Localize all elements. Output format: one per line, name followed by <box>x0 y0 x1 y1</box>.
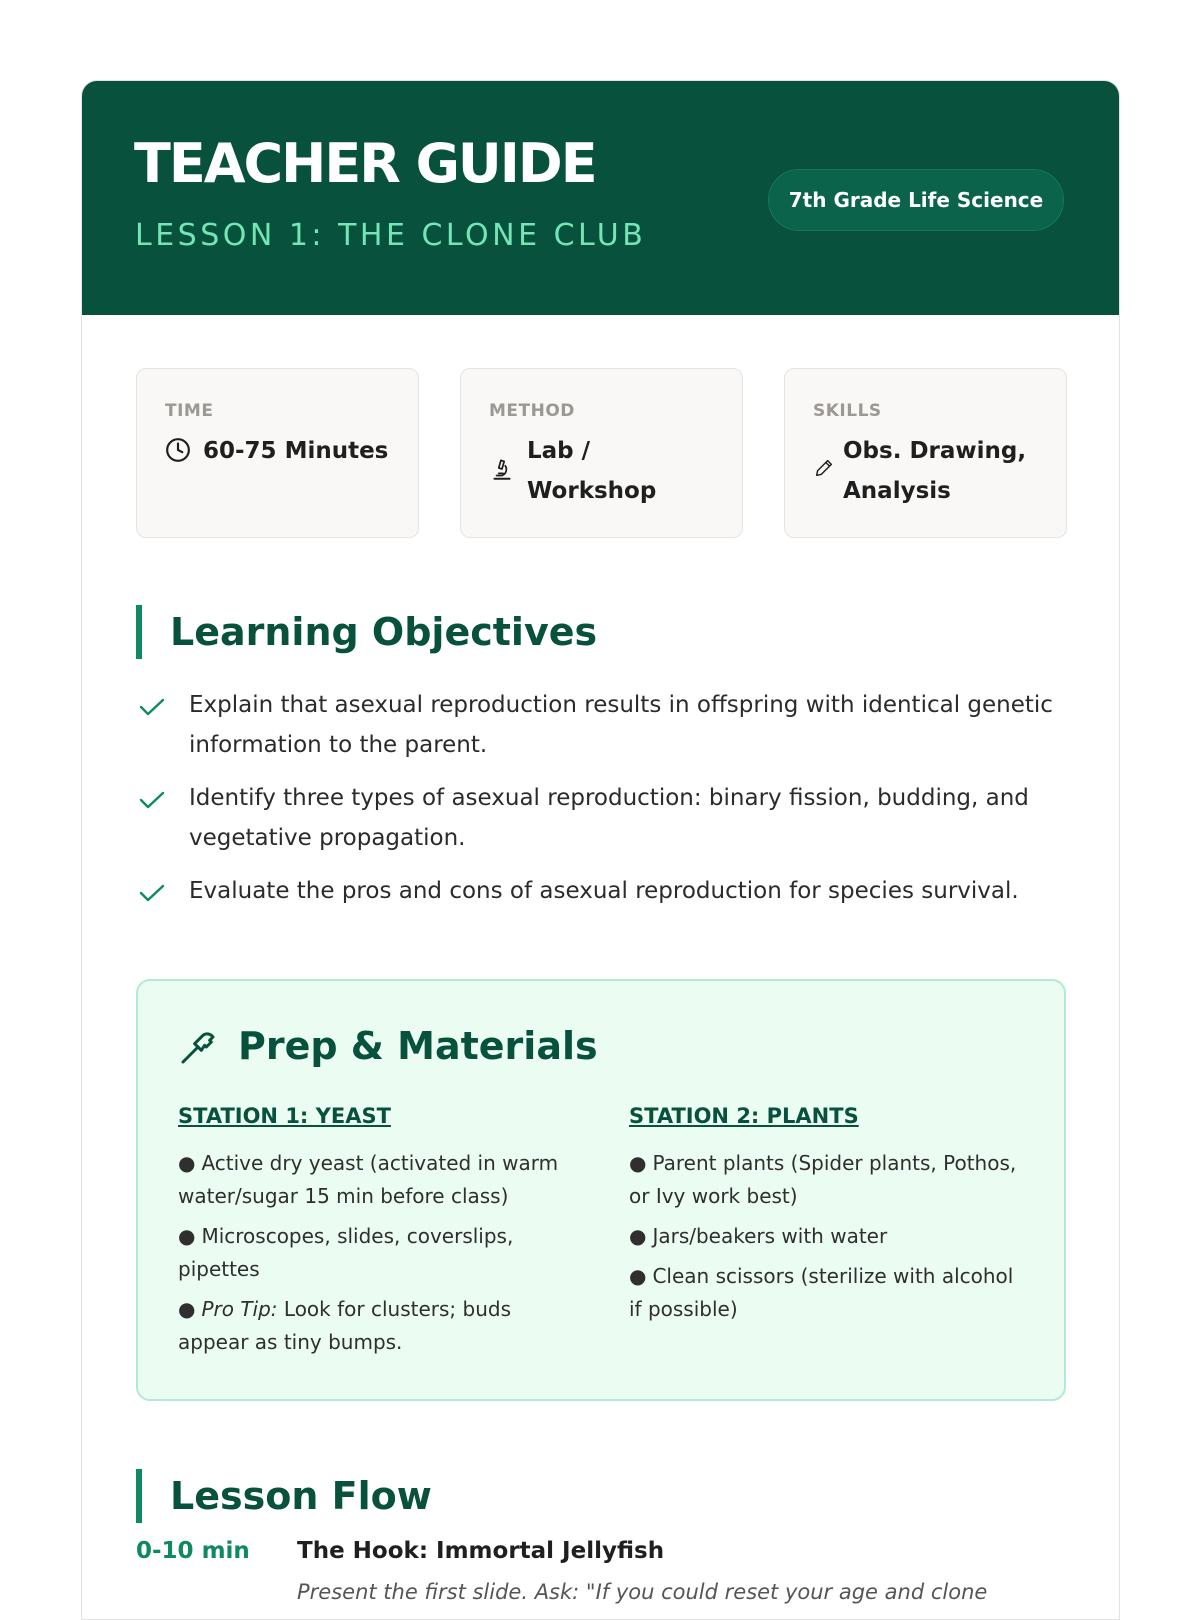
objective-text: Evaluate the pros and cons of asexual reproduction for species survival. <box>189 878 1019 904</box>
method-value: Lab / Workshop <box>527 438 657 504</box>
objective-item <box>136 778 1066 858</box>
station-1-title: STATION 1: YEAST <box>178 1104 391 1128</box>
pro-tip-label: Pro Tip: <box>201 1297 278 1321</box>
station-1-pro-tip: ● Pro Tip: Look for clusters; buds appear as tiny bumps. <box>178 1297 511 1354</box>
flow-step-title: The Hook: Immortal Jellyfish <box>297 1538 665 1564</box>
station-2-item: ● Parent plants (Spider plants, Pothos, or Ivy work best) <box>629 1151 1017 1208</box>
station-1-list <box>178 1147 578 1359</box>
time-card <box>136 368 419 538</box>
method-card <box>460 368 743 538</box>
microscope-icon <box>489 456 515 482</box>
station-1 <box>178 1101 578 1366</box>
prep-materials-heading: Prep & Materials <box>238 1024 598 1068</box>
page-title: TEACHER GUIDE <box>134 132 596 195</box>
prep-materials-box <box>136 979 1066 1401</box>
teacher-guide-page <box>81 80 1120 1620</box>
check-icon <box>138 788 166 812</box>
station-2-item: ● Clean scissors (sterilize with alcohol if possible) <box>629 1264 1014 1321</box>
station-2-list <box>629 1147 1029 1326</box>
pro-tip-text: Look for clusters; buds appear as tiny bumps. <box>178 1297 511 1354</box>
station-1-item: ● Active dry yeast (activated in warm water/sugar 15 min before class) <box>178 1151 559 1208</box>
clock-icon <box>165 437 191 463</box>
lesson-subtitle: LESSON 1: THE CLONE CLUB <box>135 218 647 253</box>
check-icon <box>138 695 166 719</box>
skills-card <box>784 368 1067 538</box>
lesson-flow-heading: Lesson Flow <box>136 1469 432 1523</box>
hammer-icon <box>178 1027 218 1067</box>
objective-item <box>136 685 1066 765</box>
time-label: TIME <box>165 401 214 421</box>
pencil-icon <box>813 457 835 479</box>
objective-text: Identify three types of asexual reproduction: binary fission, budding, and vegetative propagation. <box>189 785 1029 851</box>
learning-objectives-heading: Learning Objectives <box>136 605 597 659</box>
guide-header <box>82 81 1120 315</box>
flow-step-description: Present the first slide. Ask: "If you could reset your age and clone <box>297 1580 988 1604</box>
method-label: METHOD <box>489 401 575 421</box>
station-2-item: ● Jars/beakers with water <box>629 1224 888 1248</box>
flow-step-time: 0-10 min <box>136 1538 250 1564</box>
objectives-list <box>136 685 1066 924</box>
objective-text: Explain that asexual reproduction results in offspring with identical genetic information to the parent. <box>189 692 1053 758</box>
skills-label: SKILLS <box>813 401 882 421</box>
station-2 <box>629 1101 1029 1333</box>
grade-badge: 7th Grade Life Science <box>768 169 1064 231</box>
station-1-item: ● Microscopes, slides, coverslips, pipettes <box>178 1224 514 1281</box>
objective-item <box>136 871 1066 911</box>
check-icon <box>138 881 166 905</box>
time-value: 60-75 Minutes <box>203 438 389 464</box>
skills-value: Obs. Drawing, Analysis <box>843 438 1027 504</box>
station-2-title: STATION 2: PLANTS <box>629 1104 859 1128</box>
